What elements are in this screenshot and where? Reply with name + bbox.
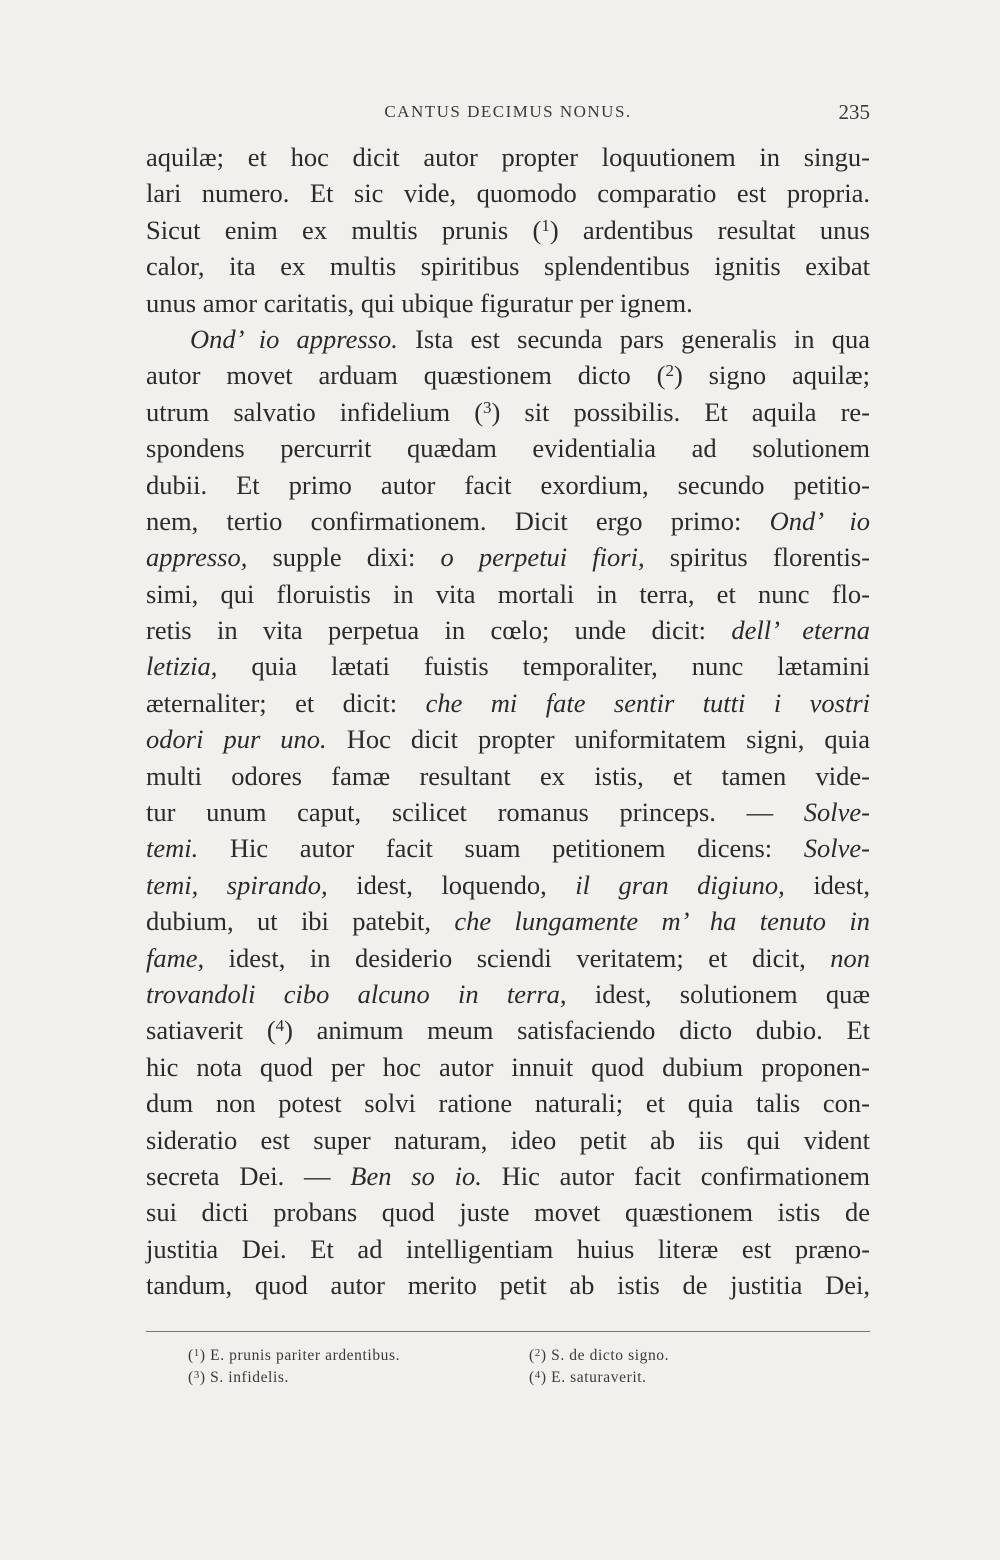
text-segment: ) signo aquilæ; bbox=[673, 360, 870, 391]
text-segment: Hic autor facit suam petitionem dicens: bbox=[198, 833, 804, 864]
italic-quotation: il gran digiuno, bbox=[575, 869, 785, 900]
italic-quotation: Solve- bbox=[803, 797, 870, 828]
text-line bbox=[146, 175, 870, 211]
italic-quotation: Solve- bbox=[803, 833, 870, 864]
page-number: 235 bbox=[838, 100, 870, 124]
italic-quotation: Ond’ io bbox=[769, 505, 870, 536]
italic-quotation: temi. bbox=[146, 833, 199, 864]
footnote-mark: 4 bbox=[534, 1369, 541, 1381]
text-line bbox=[146, 1194, 870, 1230]
text-line bbox=[146, 721, 870, 757]
footnote-mark: 3 bbox=[193, 1369, 200, 1381]
text-segment: idest, loquendo, bbox=[327, 869, 576, 900]
italic-quotation: fame, bbox=[146, 942, 205, 973]
italic-quotation: Ond’ io appresso. bbox=[190, 323, 398, 354]
italic-quotation: odori pur uno. bbox=[146, 724, 327, 755]
footnote-text: E. prunis pariter ardentibus. bbox=[210, 1347, 401, 1364]
text-line bbox=[146, 321, 870, 357]
footnote-reference: 3 bbox=[483, 397, 492, 417]
body-text bbox=[146, 139, 870, 1304]
text-segment: ( bbox=[266, 1015, 276, 1046]
italic-quotation: o perpetui fiori, bbox=[440, 542, 645, 573]
text-segment: Ista est secunda pars generalis in qua bbox=[397, 323, 870, 354]
running-head bbox=[146, 100, 870, 134]
text-segment: nem, tertio confirmationem. Dicit ergo primo: bbox=[146, 505, 770, 536]
text-segment: idest, solutionem quæ bbox=[566, 978, 871, 1009]
text-segment: ) animum meum satisfaciendo dicto dubio. Et bbox=[284, 1015, 870, 1046]
text-line bbox=[146, 685, 870, 721]
text-segment: dubii. Et primo autor facit exordium, secundo petitio- bbox=[146, 469, 870, 500]
text-line bbox=[146, 976, 870, 1012]
text-segment: sideratio est super naturam, ideo petit ab iis qui vident bbox=[146, 1124, 870, 1155]
footnote-text: S. infidelis. bbox=[210, 1369, 289, 1386]
text-segment: quia lætati fuistis temporaliter, nunc lætamini bbox=[217, 651, 870, 682]
text-line bbox=[146, 1158, 870, 1194]
text-line bbox=[146, 139, 870, 175]
text-line bbox=[146, 467, 870, 503]
footnote-reference: 1 bbox=[541, 215, 550, 235]
footnote-mark: 1 bbox=[193, 1347, 200, 1359]
text-segment: ) sit possibilis. Et aquila re- bbox=[491, 396, 870, 427]
text-segment: hic nota quod per hoc autor innuit quod dubium proponen- bbox=[146, 1051, 870, 1082]
text-segment: utrum salvatio infidelium bbox=[146, 396, 475, 427]
text-line bbox=[146, 1231, 870, 1267]
text-line bbox=[146, 212, 870, 248]
italic-quotation: che lungamente m’ ha tenuto in bbox=[454, 906, 870, 937]
text-line bbox=[146, 576, 870, 612]
text-line bbox=[146, 430, 870, 466]
text-segment: calor, ita ex multis spiritibus splendentibus ignitis exibat bbox=[146, 251, 870, 282]
text-line bbox=[146, 1267, 870, 1303]
italic-quotation: temi, spirando, bbox=[146, 869, 328, 900]
text-line bbox=[146, 1049, 870, 1085]
footnote-4: ($^4$) E. saturaverit. bbox=[529, 1369, 647, 1386]
text-line bbox=[146, 503, 870, 539]
text-segment: aquilæ; et hoc dicit autor propter loquutionem in singu- bbox=[146, 142, 870, 172]
text-segment: idest, bbox=[784, 869, 870, 900]
italic-quotation: dell’ eterna bbox=[731, 615, 870, 646]
text-segment: sui dicti probans quod juste movet quæstionem istis de bbox=[146, 1197, 870, 1228]
text-line bbox=[146, 830, 870, 866]
text-segment: Sicut enim ex multis prunis bbox=[146, 214, 533, 245]
text-line bbox=[146, 612, 870, 648]
text-segment: unus amor caritatis, qui ubique figuratur per ignem. bbox=[146, 287, 693, 318]
text-line bbox=[146, 248, 870, 284]
text-segment: justitia Dei. Et ad intelligentiam huius literæ est præno- bbox=[146, 1233, 870, 1264]
text-segment: multi odores famæ resultant ex istis, et tamen vide- bbox=[146, 760, 870, 791]
text-segment: autor movet arduam quæstionem dicto bbox=[146, 360, 657, 391]
footnote-3: ($^3$) S. infidelis. bbox=[188, 1369, 289, 1386]
footnote-reference: 4 bbox=[275, 1016, 285, 1036]
text-segment: æternaliter; et dicit: bbox=[146, 687, 426, 718]
italic-quotation: appresso, bbox=[146, 542, 248, 573]
italic-quotation: che mi fate sentir tutti i vostri bbox=[425, 687, 870, 718]
text-segment: secreta Dei. — bbox=[146, 1160, 351, 1191]
text-segment: ( bbox=[656, 360, 666, 391]
text-segment: satiaverit bbox=[146, 1015, 267, 1046]
footnote-mark: 2 bbox=[534, 1347, 541, 1359]
footnote-text: E. saturaverit. bbox=[551, 1369, 647, 1386]
text-segment: lari numero. Et sic vide, quomodo comparatio est propria. bbox=[146, 178, 870, 209]
text-segment: Hoc dicit propter uniformitatem signi, quia bbox=[326, 724, 870, 755]
footnote-row bbox=[188, 1342, 870, 1364]
text-segment: ( bbox=[474, 396, 484, 427]
text-line bbox=[146, 940, 870, 976]
italic-quotation: trovandoli cibo alcuno in terra, bbox=[146, 978, 567, 1009]
text-segment: idest, in desiderio sciendi veritatem; et dicit, bbox=[204, 942, 831, 973]
footnote-1: ($^1$) E. prunis pariter ardentibus. bbox=[188, 1347, 401, 1364]
text-line bbox=[146, 285, 870, 321]
italic-quotation: non bbox=[830, 942, 870, 973]
text-line bbox=[146, 1085, 870, 1121]
text-line bbox=[146, 539, 870, 575]
text-segment: dum non potest solvi ratione naturali; et quia talis con- bbox=[146, 1088, 870, 1119]
text-segment: Hic autor facit confirmationem bbox=[481, 1160, 870, 1191]
text-line bbox=[146, 794, 870, 830]
text-segment: spiritus florentis- bbox=[644, 542, 870, 573]
text-line bbox=[146, 648, 870, 684]
text-line bbox=[146, 394, 870, 430]
running-title: CANTUS DECIMUS NONUS. bbox=[384, 102, 632, 121]
text-segment: retis in vita perpetua in cœlo; unde dicit: bbox=[146, 615, 732, 646]
text-segment: supple dixi: bbox=[247, 542, 441, 573]
footnote-row bbox=[188, 1364, 870, 1386]
text-segment: ( bbox=[532, 214, 542, 245]
text-line bbox=[146, 1012, 870, 1048]
footnote-text: S. de dicto signo. bbox=[551, 1347, 670, 1364]
footnote-rule bbox=[146, 1331, 870, 1332]
text-segment: dubium, ut ibi patebit, bbox=[146, 906, 455, 937]
text-segment: simi, qui floruistis in vita mortali in terra, et nunc flo- bbox=[146, 578, 870, 609]
footnote-2: ($^2$) S. de dicto signo. bbox=[529, 1347, 670, 1364]
text-line bbox=[146, 357, 870, 393]
text-segment: spondens percurrit quædam evidentialia ad solutionem bbox=[146, 433, 870, 464]
footnote-reference: 2 bbox=[665, 361, 674, 381]
text-line bbox=[146, 903, 870, 939]
text-segment: tandum, quod autor merito petit ab istis de justitia Dei, bbox=[146, 1270, 870, 1301]
text-segment: tur unum caput, scilicet romanus princeps. — bbox=[146, 797, 804, 828]
text-segment: ) ardentibus resultat unus bbox=[549, 214, 870, 245]
text-line bbox=[146, 1122, 870, 1158]
footnotes bbox=[188, 1342, 870, 1386]
text-line bbox=[146, 758, 870, 794]
italic-quotation: letizia, bbox=[146, 651, 218, 682]
italic-quotation: Ben so io. bbox=[350, 1160, 482, 1191]
text-line bbox=[146, 867, 870, 903]
